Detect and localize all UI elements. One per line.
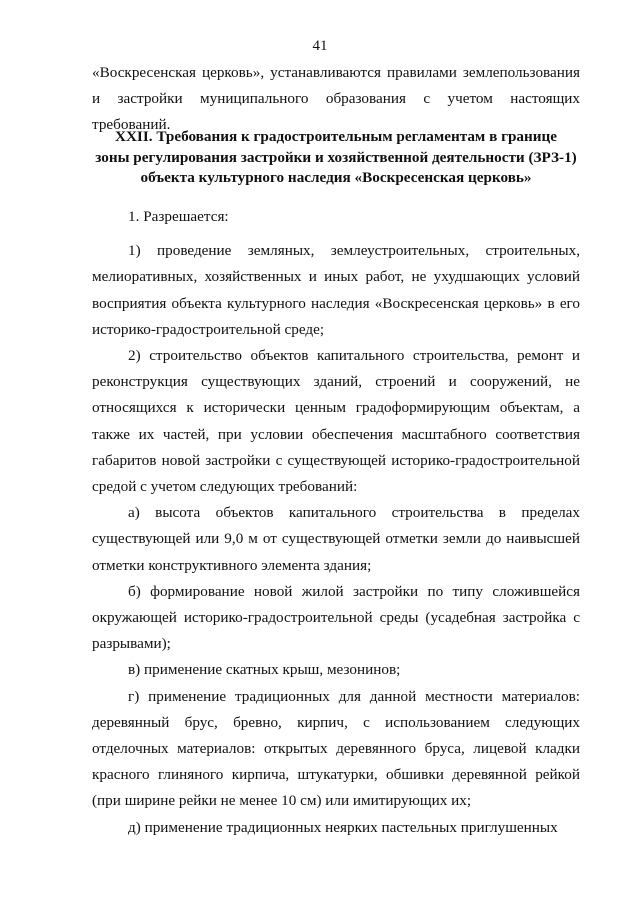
paragraph-2: 1) проведение земляных, землеустроительных, строительных, мелиоративных, хозяйственных и иных работ, не ухудшающих условий восприятия объекта культурного наследия «Воскресенская церковь» в его историко-градостроительной среде; <box>92 242 580 338</box>
section-body <box>92 204 580 841</box>
paragraph-3: 2) строительство объектов капитального строительства, ремонт и реконструкция существующих зданий, строений и сооружений, не относящихся к исторически ценным градоформирующим объектам, а также их частей, при условии обеспечения масштабного соответствия габаритов новой застройки с существующей историко-градостроительной средой с учетом следующих требований: <box>92 347 580 496</box>
section-heading <box>92 127 580 189</box>
section-heading-line-3: объекта культурного наследия «Воскресенская церковь» <box>140 169 532 186</box>
paragraph-1: 1. Разрешается: <box>128 208 229 225</box>
intro-paragraph: «Воскресенская церковь», устанавливаются правилами землепользования и застройки муниципального образования с учетом настоящих требований. <box>92 64 580 134</box>
section-heading-line-1: XXII. Требования к градостроительным регламентам в границе <box>114 128 558 145</box>
paragraph-5: б) формирование новой жилой застройки по типу сложившейся окружающей историко-градостроительной среды (усадебная застройка с разрывами); <box>92 582 580 653</box>
page-number: 41 <box>312 38 328 54</box>
paragraph-8: д) применение традиционных неярких пастельных приглушенных <box>128 818 558 836</box>
paragraph-4: а) высота объектов капитального строительства в пределах существующей или 9,0 м от существующей отметки земли до наивысшей отметки конструктивного элемента здания; <box>92 504 580 574</box>
paragraph-6: в) применение скатных крыш, мезонинов; <box>128 661 401 679</box>
section-heading-line-2: зоны регулирования застройки и хозяйственной деятельности (ЗРЗ-1) <box>95 148 577 166</box>
paragraph-7: г) применение традиционных для данной местности материалов: деревянный брус, бревно, кирпич, с использованием следующих отделочных материалов: открытых деревянного бруса, лицевой кладки красного глиняного кирпича, штукатурки, обшивки деревянной рейкой (при ширине рейки не менее 10 см) или имитирующих их; <box>92 687 580 810</box>
